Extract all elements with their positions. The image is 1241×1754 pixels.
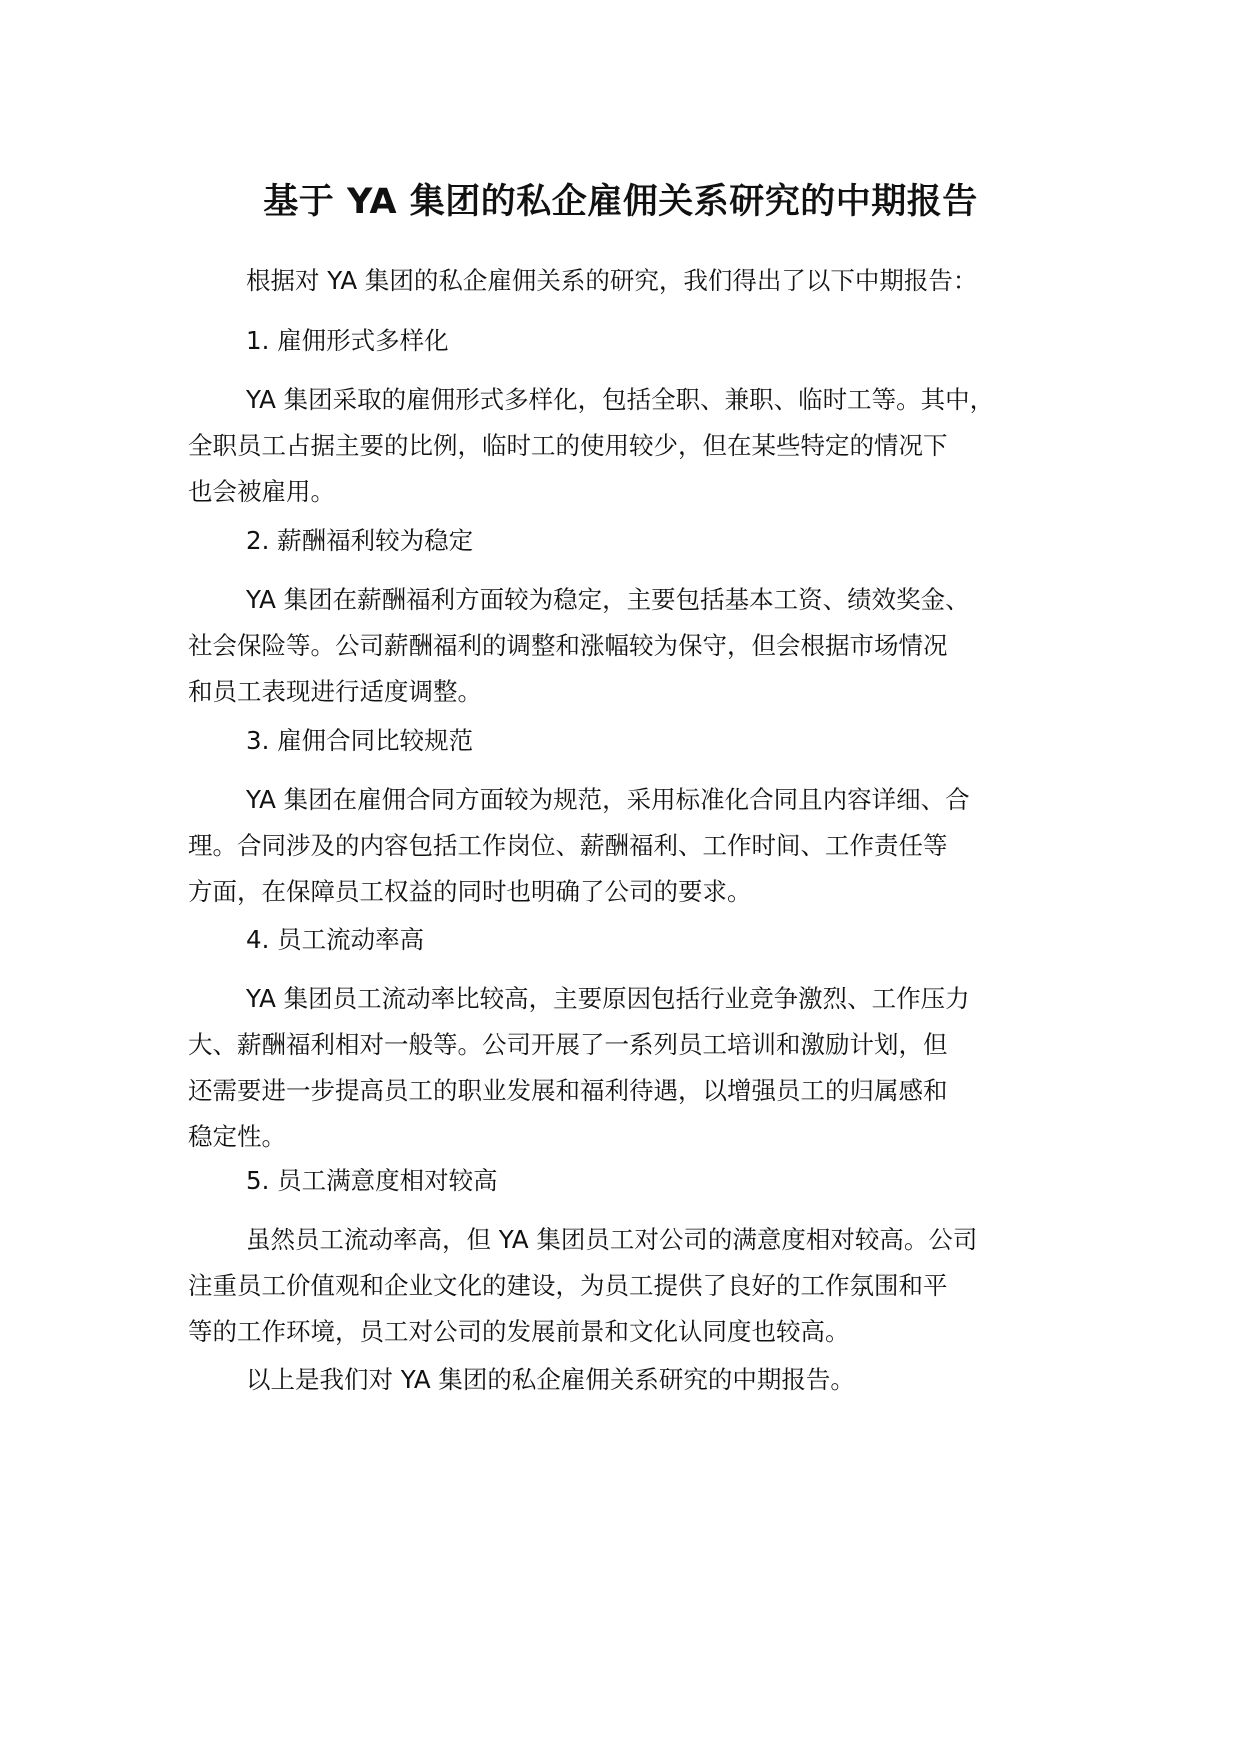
section-heading-3: 3. 雇佣合同比较规范 [246, 726, 474, 755]
section-heading-1: 1. 雇佣形式多样化 [246, 326, 449, 355]
body-line: YA 集团采取的雇佣形式多样化，包括全职、兼职、临时工等。其中， [246, 385, 995, 414]
body-line: 等的工作环境，员工对公司的发展前景和文化认同度也较高。 [188, 1317, 850, 1346]
body-line: 大、薪酬福利相对一般等。公司开展了一系列员工培训和激励计划，但 [188, 1030, 948, 1059]
body-line: YA 集团在薪酬福利方面较为稳定，主要包括基本工资、绩效奖金、 [246, 585, 970, 614]
intro-paragraph: 根据对 YA 集团的私企雇佣关系的研究，我们得出了以下中期报告： [246, 266, 978, 295]
body-line: 社会保险等。公司薪酬福利的调整和涨幅较为保守，但会根据市场情况 [188, 631, 948, 660]
section-body-4 [188, 976, 1068, 1160]
conclusion-paragraph: 以上是我们对 YA 集团的私企雇佣关系研究的中期报告。 [246, 1365, 855, 1394]
body-line: 注重员工价值观和企业文化的建设，为员工提供了良好的工作氛围和平 [188, 1271, 948, 1300]
body-line: YA 集团在雇佣合同方面较为规范，采用标准化合同且内容详细、合 [246, 785, 970, 814]
body-line: YA 集团员工流动率比较高，主要原因包括行业竞争激烈、工作压力 [246, 984, 970, 1013]
body-line: 虽然员工流动率高，但 YA 集团员工对公司的满意度相对较高。公司 [246, 1225, 978, 1254]
body-line: 还需要进一步提高员工的职业发展和福利待遇，以增强员工的归属感和 [188, 1076, 948, 1105]
section-body-1 [188, 377, 1068, 515]
section-heading-2: 2. 薪酬福利较为稳定 [246, 526, 474, 555]
section-body-3 [188, 777, 1068, 915]
body-line: 方面，在保障员工权益的同时也明确了公司的要求。 [188, 877, 752, 906]
body-line: 和员工表现进行适度调整。 [188, 677, 482, 706]
document-title: 基于 YA 集团的私企雇佣关系研究的中期报告 [263, 182, 978, 222]
section-body-2 [188, 577, 1068, 715]
body-line: 也会被雇用。 [188, 477, 335, 506]
body-line: 理。合同涉及的内容包括工作岗位、薪酬福利、工作时间、工作责任等 [188, 831, 948, 860]
body-line: 稳定性。 [188, 1122, 286, 1151]
section-body-5 [188, 1217, 1068, 1355]
section-heading-5: 5. 员工满意度相对较高 [246, 1166, 498, 1195]
section-heading-4: 4. 员工流动率高 [246, 925, 425, 954]
body-line: 全职员工占据主要的比例，临时工的使用较少，但在某些特定的情况下 [188, 431, 948, 460]
